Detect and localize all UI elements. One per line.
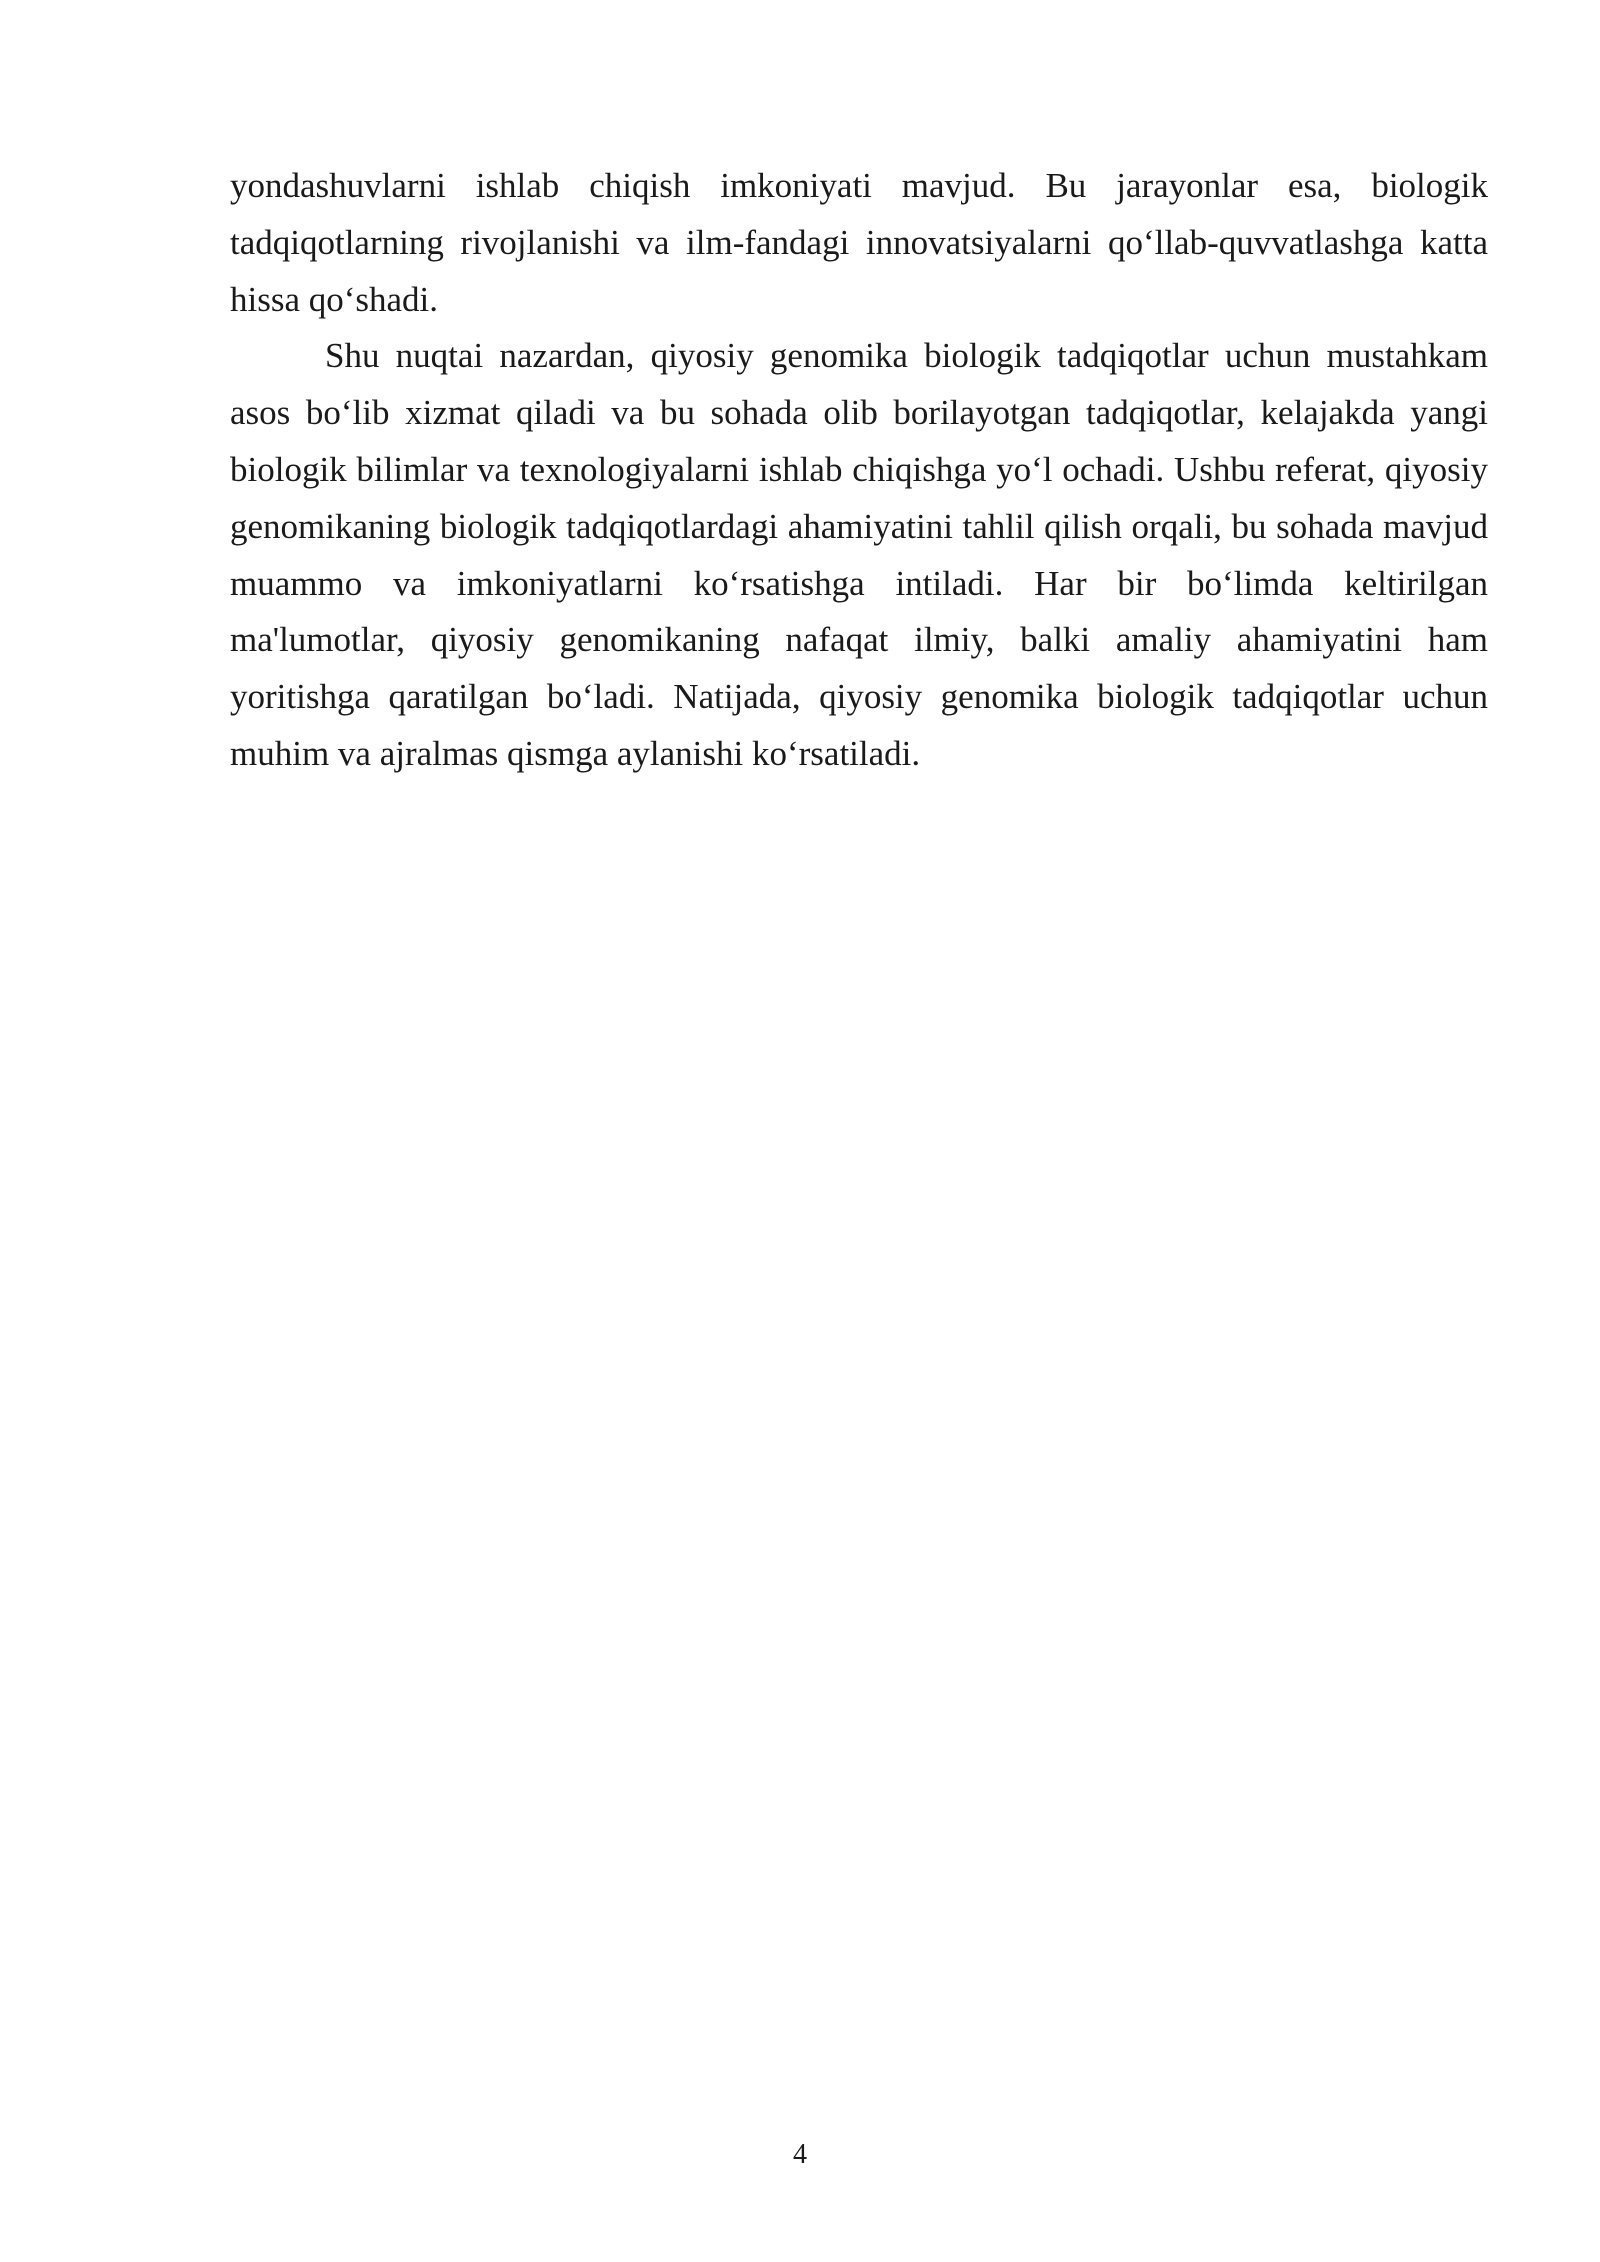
- paragraph-conclusion: Shu nuqtai nazardan, qiyosiy genomika biologik tadqiqotlar uchun mustahkam asos bo‘lib xizmat qiladi va bu sohada olib borilayotgan tadqiqotlar, kelajakda yangi biologik bilimlar va texnologiyalarni ishlab chiqishga yo‘l ochadi. Ushbu referat, qiyosiy genomikaning biologik tadqiqotlardagi ahamiyatini tahlil qilish orqali, bu sohada mavjud muammo va imkoniyatlarni ko‘rsatishga intiladi. Har bir bo‘limda keltirilgan ma'lumotlar, qiyosiy genomikaning nafaqat ilmiy, balki amaliy ahamiyatini ham yoritishga qaratilgan bo‘ladi. Natijada, qiyosiy genomika biologik tadqiqotlar uchun muhim va ajralmas qismga aylanishi ko‘rsatiladi.: [230, 336, 1488, 773]
- paragraph-continuation: yondashuvlarni ishlab chiqish imkoniyati mavjud. Bu jarayonlar esa, biologik tadqiqotlarning rivojlanishi va ilm-fandagi innovatsiyalarni qo‘llab-quvvatlashga katta hissa qo‘shadi.: [230, 166, 1488, 319]
- page-number: 4: [793, 2139, 807, 2170]
- body-text: [230, 158, 1488, 783]
